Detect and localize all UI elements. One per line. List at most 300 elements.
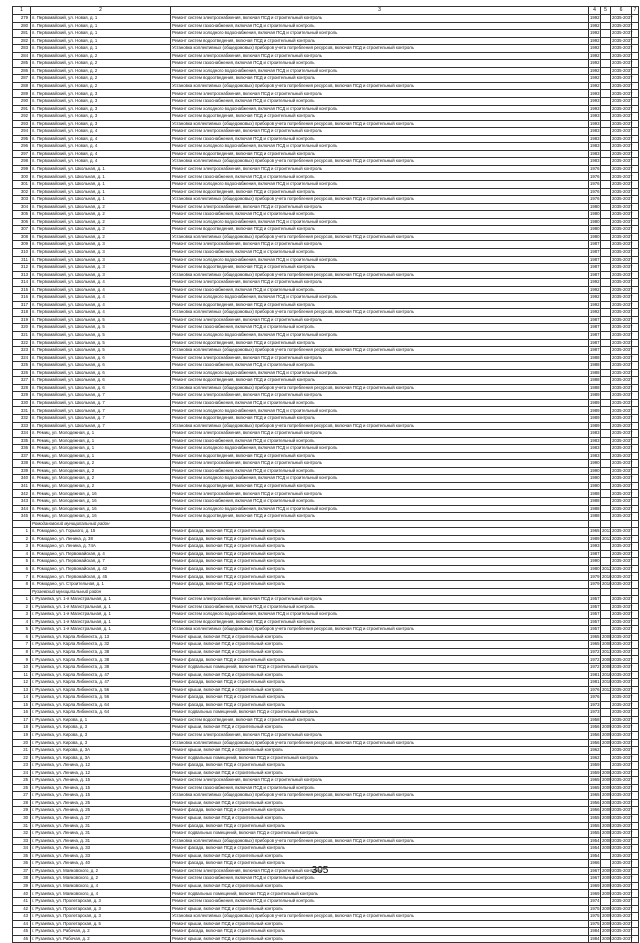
build-year-cell: 1983 — [590, 452, 600, 458]
table-row — [13, 15, 639, 23]
table-row — [13, 603, 639, 611]
work-type-cell: Ремонт систем водоотведения, включая ПСД и строительный контроль — [171, 226, 589, 234]
build-year-cell: 1976 — [590, 166, 600, 171]
last-repair-year-cell — [601, 90, 611, 98]
row-number-cell: 291 — [13, 105, 31, 113]
last-repair-year-cell: 2008 — [602, 664, 612, 670]
work-type-cell: Ремонт крыши, включая ПСД и строительный контроль — [171, 799, 589, 807]
work-type-cell: Ремонт систем водоотведения, включая ПСД и строительный контроль — [171, 513, 589, 521]
row-number-cell: 11 — [13, 671, 31, 679]
work-type-cell: Ремонт систем электроснабжения, включая ПСД и строительный контроль — [171, 460, 589, 468]
address-cell: п. Ромодано, ул. Горького, д. 15 — [31, 528, 171, 536]
planned-period-cell: 2035-2037 — [612, 701, 633, 707]
row-number-cell: 294 — [13, 128, 31, 136]
planned-period-cell: 2035-2037 — [612, 15, 633, 21]
last-repair-year-cell — [601, 150, 611, 158]
planned-period-cell: 2035-2037 — [612, 543, 633, 549]
address-cell: п. Первомайский, ул. Новая, д. 4 — [31, 150, 171, 158]
planned-period-cell: 2035-2037 — [612, 626, 633, 632]
table-row — [13, 777, 639, 785]
planned-period-cell: 2035-2037 — [612, 75, 633, 81]
last-repair-year-cell — [601, 399, 611, 407]
work-type-cell: Ремонт систем электроснабжения, включая ПСД и строительный контроль — [171, 777, 589, 785]
address-cell: п. Ремиц, ул. Молодежная, д. 1 — [31, 445, 171, 453]
work-type-cell: Ремонт крыши, включая ПСД и строительный контроль — [171, 686, 589, 694]
page-number: 305 — [311, 865, 329, 876]
build-year-cell: 1983 — [590, 135, 600, 141]
last-repair-year-cell: 2008 — [602, 837, 612, 843]
table-row — [13, 830, 639, 838]
address-cell: г. Рузаевка, ул. Ленина, д. 12 — [31, 769, 171, 777]
build-year-cell: 1988 — [590, 369, 600, 375]
last-repair-year-cell — [601, 414, 611, 422]
work-type-cell: Ремонт систем электроснабжения, включая ПСД и строительный контроль — [171, 354, 589, 362]
table-row — [13, 377, 639, 385]
build-year-cell: 1987 — [590, 249, 600, 255]
planned-period-cell: 2035-2037 — [612, 467, 633, 473]
row-number-cell: 344 — [13, 505, 31, 513]
work-type-cell: Установка коллективных (общедомовых) приборов учета потребления ресурсов, включая ПСД и строительный контроль — [171, 384, 589, 392]
planned-period-cell: 2035-2037 — [612, 90, 633, 96]
planned-period-cell: 2035-2037 — [612, 332, 633, 338]
row-number-cell: 37 — [13, 867, 31, 875]
table-row — [13, 686, 639, 694]
build-year-cell: 1983 — [590, 430, 600, 436]
address-cell: г. Рузаевка, ул. Ленина, д. 40 — [31, 860, 171, 868]
build-year-cell: 1976 — [590, 181, 600, 187]
row-number-cell: 312 — [13, 264, 31, 272]
work-type-cell: Ремонт систем газоснабжения, включая ПСД и строительный контроль — [171, 437, 589, 445]
planned-period-cell: 2035-2037 — [612, 867, 633, 873]
work-type-cell: Ремонт фасада, включая ПСД и строительный контроль — [171, 701, 589, 709]
row-number-cell: 8 — [13, 581, 31, 589]
planned-period-cell: 2035-2037 — [612, 354, 633, 360]
planned-period-cell — [611, 588, 632, 596]
row-number-cell: 2 — [13, 535, 31, 543]
row-number-cell: 30 — [13, 814, 31, 822]
work-type-cell: Ремонт крыши, включая ПСД и строительный контроль — [171, 852, 589, 860]
address-cell: г. Рузаевка, ул. Ленина, д. 15 — [31, 784, 171, 792]
row-number-cell: 303 — [13, 196, 31, 204]
address-cell: п. Первомайский, ул. Школьная, д. 3 — [31, 256, 171, 264]
row-number-cell: 285 — [13, 60, 31, 68]
last-repair-year-cell — [601, 452, 611, 460]
row-number-cell: 281 — [13, 30, 31, 38]
build-year-cell: 1987 — [590, 256, 600, 262]
row-number-cell: 318 — [13, 309, 31, 317]
work-type-cell: Установка коллективных (общедомовых) приборов учета потребления ресурсов, включая ПСД и строительный контроль — [171, 82, 589, 90]
last-repair-year-cell — [601, 392, 611, 400]
work-type-cell: Ремонт систем газоснабжения, включая ПСД и строительный контроль — [171, 399, 589, 407]
address-cell: г. Рузаевка, ул. Карла Либкнехта, д. 38 — [31, 648, 171, 656]
table-row — [13, 128, 639, 136]
build-year-cell: 1958 — [590, 716, 600, 722]
build-year-cell: 1992 — [590, 52, 600, 58]
row-number-cell: 27 — [13, 792, 31, 800]
planned-period-cell: 2035-2037 — [612, 399, 633, 405]
address-cell: п. Первомайский, ул. Школьная, д. 5 — [31, 331, 171, 339]
last-repair-year-cell — [601, 165, 611, 173]
table-row — [13, 550, 639, 558]
planned-period-cell: 2035-2037 — [612, 264, 633, 270]
work-type-cell: Установка коллективных (общедомовых) приборов учета потребления ресурсов, включая ПСД и строительный контроль — [171, 158, 589, 166]
planned-period-cell: 2035-2037 — [612, 279, 633, 285]
table-row — [13, 528, 639, 536]
work-type-cell: Ремонт систем электроснабжения, включая ПСД и строительный контроль — [171, 430, 589, 438]
row-number-cell: 321 — [13, 331, 31, 339]
build-year-cell: 1957 — [590, 611, 600, 617]
work-type-cell: Ремонт систем водоотведения, включая ПСД и строительный контроль — [171, 482, 589, 490]
planned-period-cell: 2035-2037 — [612, 558, 633, 564]
work-type-cell: Ремонт фасада, включая ПСД и строительный контроль — [171, 656, 589, 664]
last-repair-year-cell: 2009 — [602, 920, 612, 926]
table-row — [13, 701, 639, 709]
planned-period-cell: 2035-2037 — [612, 716, 633, 722]
build-year-cell: 1956 — [590, 739, 600, 745]
last-repair-year-cell — [601, 52, 611, 60]
work-type-cell — [171, 588, 589, 596]
work-type-cell: Ремонт систем электроснабжения, включая ПСД и строительный контроль — [171, 490, 589, 498]
planned-period-cell: 2035-2037 — [612, 535, 633, 541]
planned-period-cell: 2035-2037 — [612, 143, 633, 149]
address-cell: г. Рузаевка, ул. Кирова, д. 3А — [31, 747, 171, 755]
planned-period-cell: 2035-2037 — [612, 935, 633, 941]
last-repair-year-cell — [601, 754, 611, 762]
row-number-cell: 331 — [13, 407, 31, 415]
last-repair-year-cell: 2009 — [602, 928, 612, 934]
planned-period-cell: 2035-2037 — [612, 513, 633, 519]
table-row — [13, 505, 639, 513]
work-type-cell: Ремонт подвальных помещений, включая ПСД и строительный контроль — [171, 890, 589, 898]
row-number-cell: 36 — [13, 860, 31, 868]
address-cell: г. Рузаевка, ул. Ленина, д. 25 — [31, 807, 171, 815]
table-row — [13, 543, 639, 551]
row-number-cell: 298 — [13, 158, 31, 166]
address-cell: п. Первомайский, ул. Школьная, д. 7 — [31, 392, 171, 400]
row-number-cell: 304 — [13, 203, 31, 211]
last-repair-year-cell: 2009 — [602, 905, 612, 911]
last-repair-year-cell: 2009 — [602, 792, 612, 798]
build-year-cell: 1987 — [590, 324, 600, 330]
row-number-cell: 289 — [13, 90, 31, 98]
planned-period-cell: 2035-2037 — [612, 82, 633, 88]
planned-period-cell: 2035-2037 — [612, 218, 633, 224]
table-row — [13, 354, 639, 362]
row-number-cell: 3 — [13, 611, 31, 619]
address-cell: г. Рузаевка, ул. Пролетарская, д. 3 — [31, 897, 171, 905]
table-row — [13, 331, 639, 339]
address-cell: п. Первомайский, ул. Новая, д. 2 — [31, 60, 171, 68]
last-repair-year-cell: 2010 — [602, 679, 612, 685]
address-cell: г. Рузаевка, ул. Карла Либкнехта, д. 47 — [31, 671, 171, 679]
last-repair-year-cell — [601, 407, 611, 415]
build-year-cell: 1989 — [590, 399, 600, 405]
planned-period-cell: 2035-2037 — [612, 709, 633, 715]
table-row — [13, 513, 639, 521]
planned-period-cell: 2035-2037 — [612, 233, 633, 239]
address-cell: п. Ромодано, ул. Первомайская, д. 4 — [31, 550, 171, 558]
row-number-cell: 14 — [13, 694, 31, 702]
row-number-cell: 335 — [13, 437, 31, 445]
address-cell: г. Рузаевка, ул. Ленина, д. 33 — [31, 852, 171, 860]
header-col-2: 2 — [31, 7, 171, 15]
planned-period-cell: 2035-2037 — [612, 271, 633, 277]
header-col-7: 7 — [632, 7, 639, 15]
last-repair-year-cell — [601, 143, 611, 151]
build-year-cell: 1988 — [590, 384, 600, 390]
work-type-cell: Ремонт систем холодного водоснабжения, включая ПСД и строительный контроль — [171, 181, 589, 189]
planned-period-cell: 2035-2037 — [612, 226, 633, 232]
table-row — [13, 475, 639, 483]
planned-period-cell: 2035-2037 — [612, 460, 633, 466]
row-number-cell: 43 — [13, 913, 31, 921]
last-repair-year-cell — [601, 45, 611, 53]
table-row — [13, 279, 639, 287]
work-type-cell: Ремонт подвальных помещений, включая ПСД и строительный контроль — [171, 754, 589, 762]
build-year-cell: 1955 — [590, 830, 600, 836]
build-year-cell: 1962 — [590, 747, 600, 753]
address-cell: п. Ремиц, ул. Молодежная, д. 1 — [31, 437, 171, 445]
build-year-cell: 1987 — [590, 339, 600, 345]
last-repair-year-cell — [601, 475, 611, 483]
row-number-cell: 35 — [13, 852, 31, 860]
address-cell: г. Рузаевка, ул. Маяковского, д. 4 — [31, 882, 171, 890]
row-number-cell: 320 — [13, 324, 31, 332]
table-row — [13, 105, 639, 113]
table-row — [13, 633, 639, 641]
row-number-cell: 9 — [13, 656, 31, 664]
last-repair-year-cell: 2010 — [602, 671, 612, 677]
address-cell: п. Первомайский, ул. Новая, д. 2 — [31, 82, 171, 90]
last-repair-year-cell — [601, 460, 611, 468]
work-type-cell: Ремонт крыши, включая ПСД и строительный контроль — [171, 671, 589, 679]
address-cell: п. Первомайский, ул. Новая, д. 1 — [31, 45, 171, 53]
address-cell: п. Первомайский, ул. Школьная, д. 6 — [31, 354, 171, 362]
address-cell: г. Рузаевка, ул. Карла Либкнехта, д. 38 — [31, 656, 171, 664]
build-year-cell: 1987 — [590, 550, 600, 556]
build-year-cell: 1969 — [590, 890, 600, 896]
row-number-cell: 32 — [13, 830, 31, 838]
table-row — [13, 316, 639, 324]
build-year-cell: 1992 — [590, 301, 600, 307]
row-number-cell: 311 — [13, 256, 31, 264]
row-number-cell: 290 — [13, 98, 31, 106]
row-number-cell: 315 — [13, 286, 31, 294]
work-type-cell: Ремонт систем электроснабжения, включая ПСД и строительный контроль — [171, 52, 589, 60]
address-cell: г. Рузаевка, ул. 1-я Магистральная, д. 1 — [31, 618, 171, 626]
last-repair-year-cell — [601, 135, 611, 143]
row-number-cell: 308 — [13, 233, 31, 241]
last-repair-year-cell — [601, 588, 611, 596]
table-row — [13, 694, 639, 702]
row-number-cell: 328 — [13, 384, 31, 392]
last-repair-year-cell — [601, 188, 611, 196]
last-repair-year-cell — [601, 211, 611, 219]
build-year-cell: 1993 — [590, 120, 600, 126]
work-type-cell: Ремонт систем холодного водоснабжения, включая ПСД и строительный контроль — [171, 143, 589, 151]
table-row — [13, 233, 639, 241]
last-repair-year-cell — [601, 173, 611, 181]
address-cell: г. Рузаевка, ул. Карла Либкнехта, д. 32 — [31, 641, 171, 649]
work-type-cell: Ремонт фасада, включая ПСД и строительный контроль — [171, 822, 589, 830]
table-row — [13, 664, 639, 672]
last-repair-year-cell — [601, 113, 611, 121]
table-row — [13, 226, 639, 234]
row-number-cell: 316 — [13, 294, 31, 302]
address-cell: г. Рузаевка, ул. 1-я Магистральная, д. 1 — [31, 603, 171, 611]
row-number-cell: 282 — [13, 37, 31, 45]
planned-period-cell: 2035-2037 — [612, 656, 633, 662]
last-repair-year-cell — [601, 550, 611, 558]
work-type-cell: Ремонт крыши, включая ПСД и строительный контроль — [171, 641, 589, 649]
address-cell: г. Рузаевка, ул. Карла Либкнехта, д. 64 — [31, 701, 171, 709]
planned-period-cell: 2035-2037 — [612, 60, 633, 66]
last-repair-year-cell — [601, 241, 611, 249]
table-row — [13, 913, 639, 921]
table-row — [13, 399, 639, 407]
table-row — [13, 90, 639, 98]
address-cell: г. Рузаевка, ул. Ленина, д. 15 — [31, 777, 171, 785]
work-type-cell: Ремонт систем холодного водоснабжения, включая ПСД и строительный контроль — [171, 218, 589, 226]
table-row — [13, 535, 639, 543]
planned-period-cell: 2035-2037 — [612, 294, 633, 300]
last-repair-year-cell — [601, 271, 611, 279]
build-year-cell: 1966 — [590, 860, 600, 866]
build-year-cell: 1984 — [590, 935, 600, 941]
table-row — [13, 739, 639, 747]
work-type-cell: Ремонт крыши, включая ПСД и строительный контроль — [171, 769, 589, 777]
build-year-cell: 1992 — [590, 294, 600, 300]
table-row — [13, 120, 639, 128]
work-type-cell: Ремонт систем газоснабжения, включая ПСД и строительный контроль — [171, 286, 589, 294]
row-number-cell: 310 — [13, 248, 31, 256]
build-year-cell: 1979 — [590, 573, 600, 579]
work-type-cell: Ремонт подвальных помещений, включая ПСД и строительный контроль — [171, 709, 589, 717]
address-cell: г. Рузаевка, ул. Рабочая, д. 2 — [31, 935, 171, 943]
work-type-cell: Ремонт систем холодного водоснабжения, включая ПСД и строительный контроль — [171, 445, 589, 453]
last-repair-year-cell — [601, 618, 611, 626]
address-cell: п. Первомайский, ул. Новая, д. 3 — [31, 98, 171, 106]
last-repair-year-cell — [601, 60, 611, 68]
header-col-3: 3 — [171, 7, 589, 15]
table-row — [13, 679, 639, 687]
planned-period-cell: 2035-2037 — [612, 437, 633, 443]
work-type-cell: Ремонт фасада, включая ПСД и строительный контроль — [171, 845, 589, 853]
table-row — [13, 822, 639, 830]
build-year-cell: 1972 — [590, 656, 600, 662]
work-type-cell: Ремонт систем водоотведения, включая ПСД и строительный контроль — [171, 618, 589, 626]
row-number-cell: 340 — [13, 475, 31, 483]
address-cell: п. Ремиц, ул. Молодежная, д. 2 — [31, 467, 171, 475]
table-row — [13, 445, 639, 453]
build-year-cell: 1972 — [590, 649, 600, 654]
work-type-cell: Установка коллективных (общедомовых) приборов учета потребления ресурсов, включая ПСД и строительный контроль — [171, 739, 589, 747]
table-row — [13, 113, 639, 121]
table-row — [13, 98, 639, 106]
build-year-cell: 1959 — [590, 762, 600, 768]
planned-period-cell: 2035-2037 — [612, 52, 633, 58]
planned-period-cell: 2035-2037 — [612, 882, 633, 888]
last-repair-year-cell — [601, 543, 611, 551]
table-row — [13, 490, 639, 498]
build-year-cell: 1990 — [590, 460, 600, 466]
last-repair-year-cell — [601, 309, 611, 317]
planned-period-cell: 2035-2037 — [612, 633, 633, 639]
table-row — [13, 611, 639, 619]
table-row — [13, 203, 639, 211]
planned-period-cell: 2035-2037 — [612, 754, 633, 760]
build-year-cell: 1957 — [590, 603, 600, 609]
last-repair-year-cell: 2010 — [602, 581, 612, 587]
planned-period-cell: 2035-2037 — [612, 799, 633, 805]
table-row — [13, 845, 639, 853]
last-repair-year-cell: 2008 — [602, 656, 612, 662]
planned-period-cell: 2035-2037 — [612, 649, 633, 654]
work-type-cell: Ремонт фасада, включая ПСД и строительный контроль — [171, 860, 589, 868]
table-row — [13, 731, 639, 739]
work-type-cell: Ремонт систем водоотведения, включая ПСД и строительный контроль — [171, 75, 589, 83]
row-number-cell: 287 — [13, 75, 31, 83]
row-number-cell: 33 — [13, 837, 31, 845]
planned-period-cell: 2035-2037 — [612, 166, 633, 171]
row-number-cell: 330 — [13, 399, 31, 407]
work-type-cell: Ремонт систем газоснабжения, включая ПСД и строительный контроль — [171, 784, 589, 792]
build-year-cell: 1988 — [590, 513, 600, 519]
row-number-cell: 317 — [13, 301, 31, 309]
planned-period-cell: 2035-2037 — [612, 679, 633, 685]
work-type-cell: Ремонт фасада, включая ПСД и строительный контроль — [171, 679, 589, 687]
build-year-cell: 1957 — [590, 596, 600, 602]
address-cell: г. Рузаевка, ул. Пролетарская, д. 3 — [31, 913, 171, 921]
table-row — [13, 324, 639, 332]
last-repair-year-cell: 2006 — [602, 935, 612, 941]
last-repair-year-cell — [601, 233, 611, 241]
row-number-cell: 341 — [13, 482, 31, 490]
work-type-cell: Ремонт подвальных помещений, включая ПСД и строительный контроль — [171, 664, 589, 672]
last-repair-year-cell — [601, 377, 611, 385]
build-year-cell: 1980 — [590, 565, 600, 571]
last-repair-year-cell — [601, 422, 611, 430]
last-repair-year-cell — [601, 226, 611, 234]
work-type-cell: Ремонт фасада, включая ПСД и строительный контроль — [171, 573, 589, 581]
table-row — [13, 143, 639, 151]
build-year-cell: 1988 — [590, 498, 600, 504]
row-number-cell: 10 — [13, 664, 31, 672]
row-number-cell: 15 — [13, 701, 31, 709]
address-cell: п. Первомайский, ул. Школьная, д. 5 — [31, 339, 171, 347]
row-number-cell: 279 — [13, 15, 31, 23]
row-number-cell: 297 — [13, 150, 31, 158]
last-repair-year-cell — [601, 762, 611, 770]
row-number-cell: 323 — [13, 347, 31, 355]
address-cell: п. Первомайский, ул. Школьная, д. 2 — [31, 233, 171, 241]
build-year-cell: 1979 — [590, 581, 600, 587]
planned-period-cell: 2035-2037 — [612, 475, 633, 481]
work-type-cell: Установка коллективных (общедомовых) приборов учета потребления ресурсов, включая ПСД и строительный контроль — [171, 233, 589, 241]
table-row — [13, 301, 639, 309]
work-type-cell: Установка коллективных (общедомовых) приборов учета потребления ресурсов, включая ПСД и строительный контроль — [171, 196, 589, 204]
build-year-cell: 1987 — [590, 332, 600, 338]
build-year-cell: 1992 — [590, 15, 600, 21]
address-cell: п. Первомайский, ул. Школьная, д. 7 — [31, 414, 171, 422]
row-number-cell: 302 — [13, 188, 31, 196]
table-row — [13, 467, 639, 475]
row-number-cell: 309 — [13, 241, 31, 249]
table-row — [13, 271, 639, 279]
address-cell: п. Ремиц, ул. Молодежная, д. 16 — [31, 513, 171, 521]
table-row — [13, 362, 639, 370]
last-repair-year-cell — [601, 611, 611, 619]
